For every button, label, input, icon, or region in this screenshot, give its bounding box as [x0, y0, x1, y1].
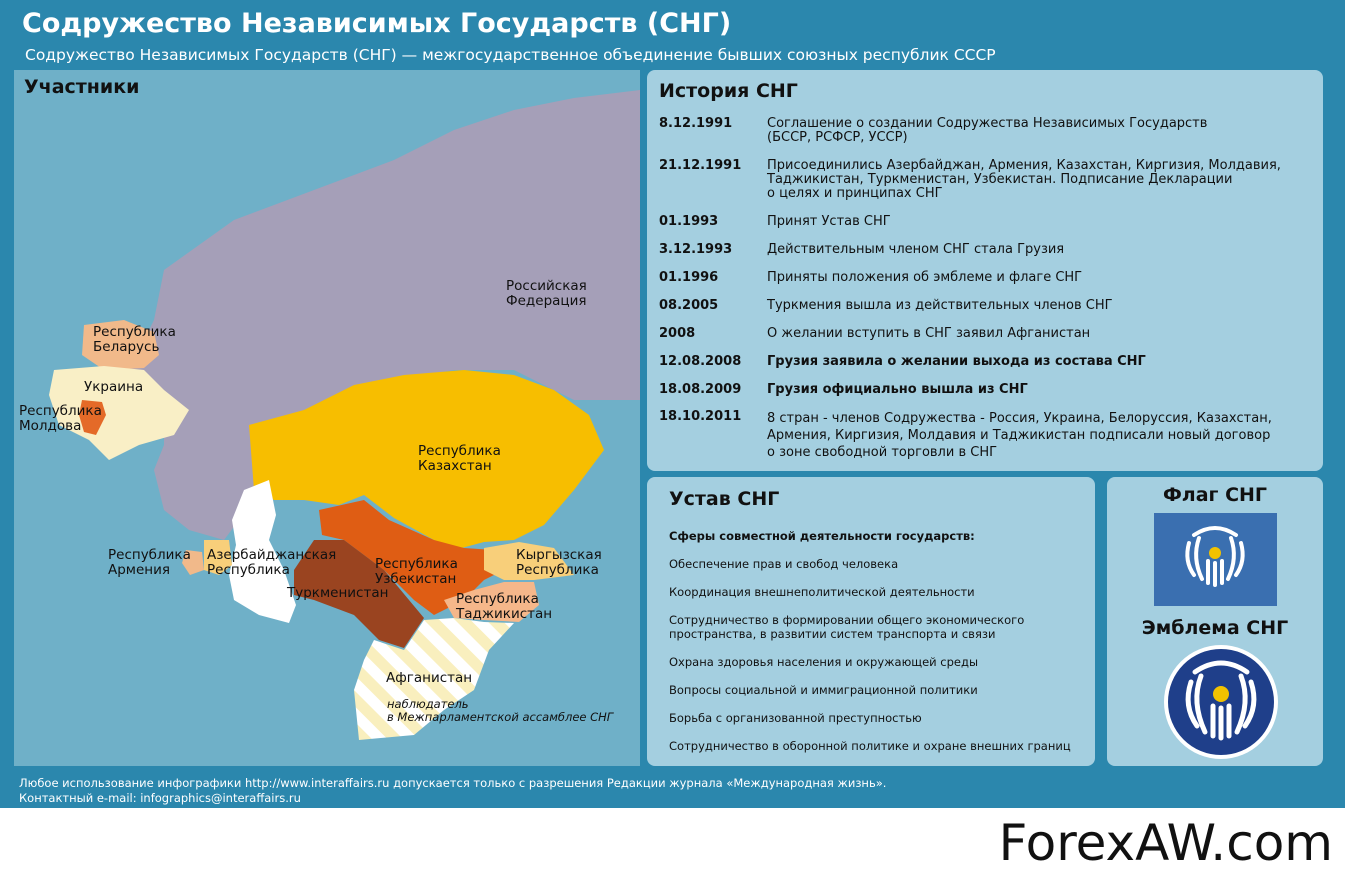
flag-heading: Флаг СНГ — [1162, 484, 1268, 506]
history-text — [767, 271, 1297, 285]
charter-item-line: Вопросы социальной и иммиграционной политики — [669, 683, 978, 697]
history-text — [767, 383, 1297, 397]
history-date: 08.2005 — [659, 298, 719, 313]
charter-item — [669, 739, 1089, 753]
label-afghanistan: Афганистан — [386, 670, 473, 686]
map-heading: Участники — [24, 76, 140, 98]
watermark-brand: ForexAW.com — [998, 814, 1333, 872]
label-uzbekistan: Республика Узбекистан — [375, 556, 458, 587]
history-text-line: о зоне свободной торговли в СНГ — [767, 445, 998, 460]
charter-item-line: Охрана здоровья населения и окружающей среды — [669, 655, 979, 669]
label-kazakhstan: Республика Казахстан — [418, 443, 501, 474]
charter-item — [669, 613, 1089, 641]
charter-item-line: Сотрудничество в оборонной политике и охране внешних границ — [669, 739, 1071, 753]
charter-subheading: Сферы совместной деятельности государств: — [669, 529, 975, 543]
members-map — [14, 70, 640, 766]
history-text-line: Грузия официально вышла из СНГ — [767, 382, 1028, 397]
history-text — [767, 215, 1297, 229]
history-date: 01.1993 — [659, 214, 719, 229]
label-moldova: Республика Молдова — [19, 403, 102, 434]
charter-item-line: пространства, в развитии систем транспорта и связи — [669, 627, 996, 641]
history-text-line: Принят Устав СНГ — [767, 214, 891, 229]
history-date: 2008 — [659, 326, 696, 341]
history-text-line: Действительным членом СНГ стала Грузия — [767, 242, 1065, 257]
charter-item-line: Обеспечение прав и свобод человека — [669, 557, 899, 571]
history-date: 3.12.1993 — [659, 242, 733, 257]
page-title: Содружество Независимых Государств (СНГ) — [22, 8, 732, 39]
label-armenia: Республика Армения — [108, 547, 191, 578]
history-text — [767, 299, 1297, 313]
charter-item — [669, 557, 1089, 571]
cis-emblem — [1163, 644, 1279, 760]
label-tajikistan: Республика Таджикистан — [456, 591, 553, 622]
history-text-line: Армения, Киргизия, Молдавия и Таджикистан подписали новый договор — [767, 428, 1271, 443]
history-text — [767, 355, 1297, 369]
history-text-line: 8 стран - членов Содружества - Россия, Украина, Белоруссия, Казахстан, — [767, 411, 1272, 426]
footer-contact: Контактный e-mail: infographics@interaffairs.ru — [19, 791, 301, 805]
history-text-line: Приняты положения об эмблеме и флаге СНГ — [767, 270, 1083, 285]
label-observer: наблюдатель в Межпарламентской ассамблее СНГ — [387, 697, 614, 724]
history-text — [767, 410, 1297, 461]
emblem-heading: Эмблема СНГ — [1141, 617, 1289, 639]
charter-item — [669, 585, 1089, 599]
history-text-line: (БССР, РСФСР, УССР) — [767, 130, 908, 145]
history-text — [767, 243, 1297, 257]
history-panel — [647, 70, 1323, 471]
charter-item — [669, 683, 1089, 697]
charter-panel — [647, 477, 1095, 766]
label-russia: Российская Федерация — [506, 278, 587, 309]
history-date: 18.08.2009 — [659, 382, 742, 397]
history-text — [767, 117, 1297, 145]
charter-item — [669, 655, 1089, 669]
footer-copyright: Любое использование инфографики http://www.interaffairs.ru допускается только с разрешения Редакции журнала «Международная жизнь». — [19, 776, 887, 790]
charter-item — [669, 711, 1089, 725]
page-subtitle: Содружество Независимых Государств (СНГ) — межгосударственное объединение бывших союзных республик СССР — [25, 46, 996, 64]
label-ukraine: Украина — [84, 379, 144, 395]
label-belarus: Республика Беларусь — [93, 324, 176, 355]
history-text-line: Таджикистан, Туркменистан, Узбекистан. Подписание Декларации — [767, 172, 1233, 187]
label-turkmenistan: Туркменистан — [287, 585, 389, 601]
history-text-line: Присоединились Азербайджан, Армения, Казахстан, Киргизия, Молдавия, — [767, 158, 1281, 173]
map-svg — [14, 70, 640, 766]
charter-item-line: Борьба с организованной преступностью — [669, 711, 922, 725]
charter-item-line: Координация внешнеполитической деятельности — [669, 585, 975, 599]
history-heading: История СНГ — [659, 80, 798, 102]
history-text-line: Соглашение о создании Содружества Независимых Государств — [767, 116, 1208, 131]
history-text — [767, 327, 1297, 341]
history-text-line: Грузия заявила о желании выхода из состава СНГ — [767, 354, 1146, 369]
charter-item-line: Сотрудничество в формировании общего экономического — [669, 613, 1025, 627]
flag-emblem-icon — [1154, 513, 1277, 606]
history-text-line: о целях и принципах СНГ — [767, 186, 943, 201]
symbols-panel — [1107, 477, 1323, 766]
history-text-line: Туркмения вышла из действительных членов СНГ — [767, 298, 1113, 313]
charter-heading: Устав СНГ — [669, 488, 780, 510]
history-text-line: О желании вступить в СНГ заявил Афганистан — [767, 326, 1091, 341]
history-date: 8.12.1991 — [659, 116, 733, 131]
label-kyrgyzstan: Кыргызская Республика — [516, 547, 602, 578]
label-azerbaijan: Азербайджанская Республика — [207, 547, 337, 578]
history-date: 18.10.2011 — [659, 409, 742, 424]
history-date: 12.08.2008 — [659, 354, 742, 369]
emblem-icon — [1163, 644, 1279, 760]
history-date: 01.1996 — [659, 270, 719, 285]
history-date: 21.12.1991 — [659, 158, 742, 173]
cis-flag — [1154, 513, 1277, 606]
history-text — [767, 159, 1297, 201]
